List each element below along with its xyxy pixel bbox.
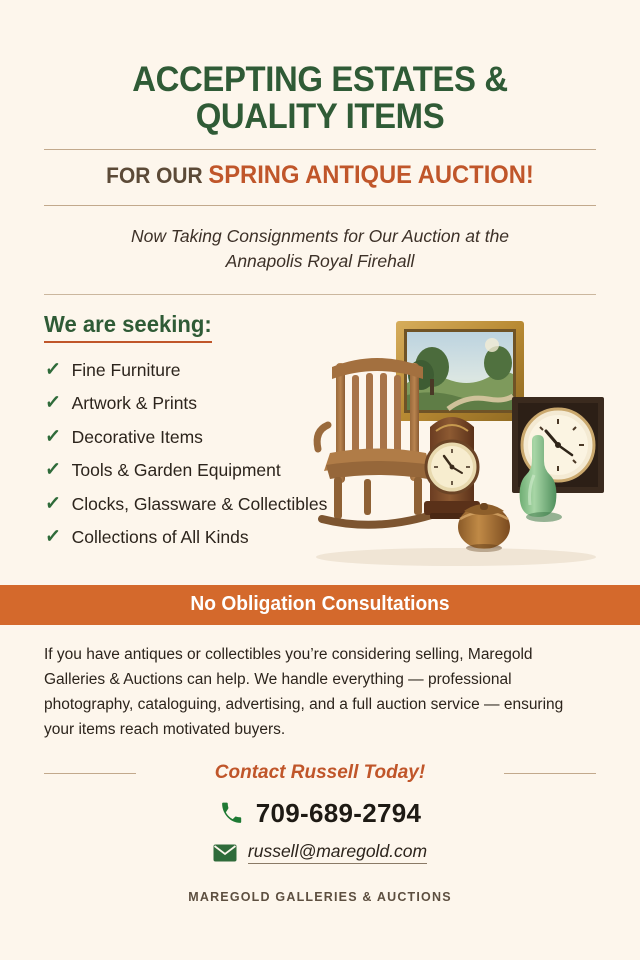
subheadline (58, 162, 582, 190)
email-row[interactable] (44, 841, 596, 864)
check-icon: ✓ (44, 457, 62, 483)
subheadline-main: SPRING ANTIQUE AUCTION! (208, 160, 534, 189)
phone-row[interactable] (44, 798, 596, 829)
check-icon: ✓ (44, 423, 62, 449)
phone-number[interactable]: 709-689-2794 (255, 798, 422, 829)
list-item-label: Fine Furniture (71, 359, 181, 380)
body-copy: If you have antiques or collectibles you’re considering selling, Maregold Galleries & Auctions can help. We handle everything — professional photography, cataloguing, advertising, and a full auction service — ensuring your items reach motivated buyers. (44, 645, 564, 739)
divider-top (44, 149, 596, 150)
antiques-illustration (306, 305, 608, 577)
brand-footer: MAREGOLD GALLERIES & AUCTIONS (188, 890, 452, 905)
phone-icon (219, 801, 244, 826)
envelope-icon (213, 844, 237, 862)
list-item-label: Artwork & Prints (71, 393, 198, 414)
seeking-section (44, 311, 596, 579)
tagline-line-1: Now Taking Consignments for Our Auction at the (130, 226, 510, 246)
list-item-label: Collections of All Kinds (71, 527, 249, 548)
check-icon: ✓ (44, 356, 62, 382)
divider-second (44, 205, 596, 206)
divider-third (44, 294, 596, 295)
tagline-line-2: Annapolis Royal Firehall (225, 251, 415, 272)
page-title (61, 62, 580, 136)
contact-heading: Contact Russell Today! (214, 762, 426, 784)
consultation-banner (0, 585, 640, 625)
consultation-banner-label: No Obligation Consultations (190, 593, 450, 616)
subheadline-prefix: FOR OUR (106, 162, 209, 188)
check-icon: ✓ (44, 524, 62, 550)
headline-part-1: ACCEPTING ESTATES (132, 60, 485, 99)
headline-part-2: QUALITY ITEMS (195, 96, 445, 136)
contact-rule-left (44, 773, 136, 774)
tagline (44, 224, 596, 275)
list-item-label: Tools & Garden Equipment (71, 460, 281, 481)
headline-ampersand: & (484, 60, 508, 99)
check-icon: ✓ (44, 490, 62, 516)
contact-heading-row (44, 762, 596, 784)
headline-block (44, 0, 596, 136)
seeking-heading: We are seeking: (44, 311, 212, 343)
email-address[interactable]: russell@maregold.com (248, 841, 427, 864)
poster-footer-content (0, 642, 640, 904)
contact-rule-right (504, 773, 596, 774)
check-icon: ✓ (44, 390, 62, 416)
list-item-label: Decorative Items (71, 426, 203, 447)
list-item-label: Clocks, Glassware & Collectibles (71, 493, 328, 514)
